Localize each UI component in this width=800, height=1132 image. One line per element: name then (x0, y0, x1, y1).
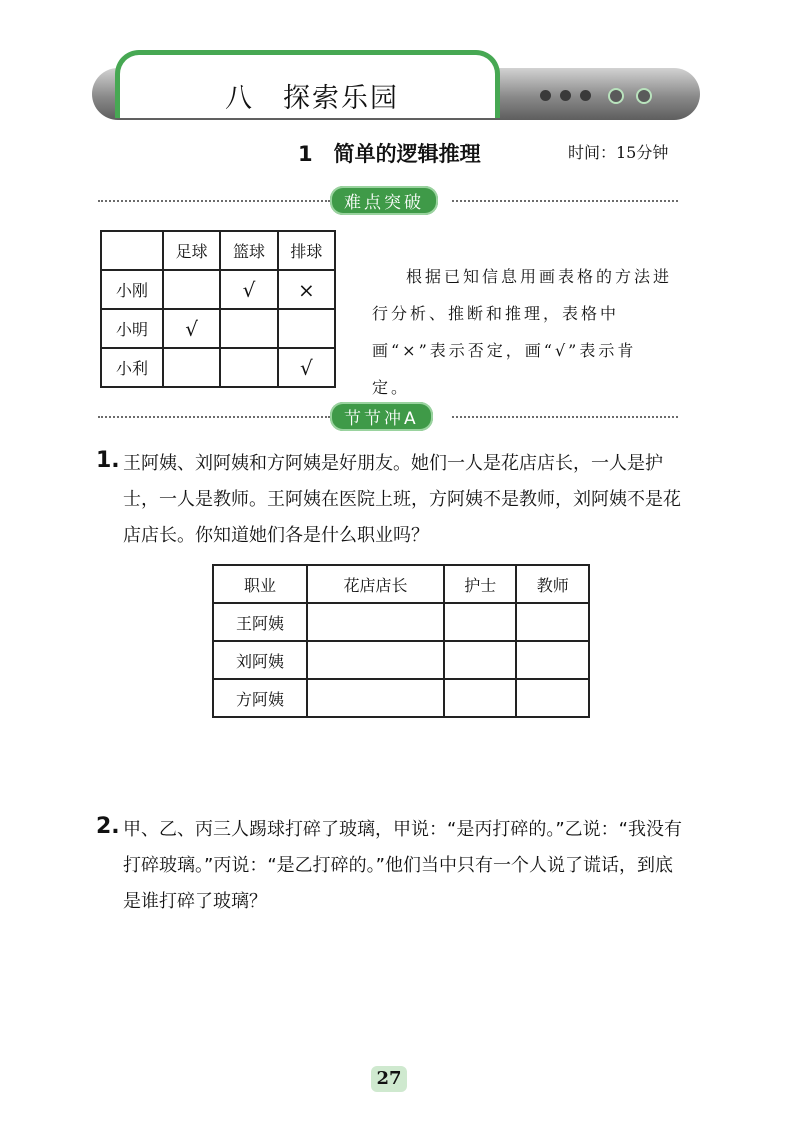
question-text: 王阿姨、刘阿姨和方阿姨是好朋友。她们一人是花店店长，一人是护士，一人是教师。王阿姨在医院上班，方阿姨不是教师，刘阿姨不是花店店长。你知道她们各是什么职业吗？ (123, 453, 681, 546)
table-header-cell: 护士 (444, 565, 517, 603)
banner-ring-icon (636, 88, 652, 104)
answer-cell[interactable] (444, 679, 517, 717)
banner-dot-icon (560, 90, 571, 101)
check-mark: √ (278, 348, 335, 387)
table-header-cell: 花店店长 (307, 565, 444, 603)
table-cell (220, 309, 277, 348)
table-row-label: 小利 (101, 348, 163, 387)
example-table (100, 230, 336, 388)
table-header-cell: 职业 (213, 565, 307, 603)
answer-table (212, 564, 590, 718)
table-header-cell: 教师 (516, 565, 589, 603)
section-badge-practice: 节节冲A (330, 402, 433, 431)
table-row-label: 小明 (101, 309, 163, 348)
table-row-label: 王阿姨 (213, 603, 307, 641)
page-number: 27 (371, 1066, 407, 1092)
answer-cell[interactable] (444, 641, 517, 679)
answer-cell[interactable] (516, 603, 589, 641)
table-header-row (101, 231, 335, 270)
table-row (213, 679, 589, 717)
table-row (101, 270, 335, 309)
table-cell (278, 309, 335, 348)
answer-cell[interactable] (307, 603, 444, 641)
answer-cell[interactable] (307, 641, 444, 679)
cross-mark: × (278, 270, 335, 309)
banner-ring-icon (608, 88, 624, 104)
section-divider (452, 200, 678, 202)
answer-cell[interactable] (307, 679, 444, 717)
check-mark: √ (220, 270, 277, 309)
question-number: 1. (96, 448, 120, 473)
table-header-cell: 篮球 (220, 231, 277, 270)
table-header-cell: 足球 (163, 231, 220, 270)
time-limit: 时间：15分钟 (568, 143, 669, 162)
table-row-label: 小刚 (101, 270, 163, 309)
table-cell (220, 348, 277, 387)
answer-cell[interactable] (444, 603, 517, 641)
check-mark: √ (163, 309, 220, 348)
method-description: 根据已知信息用画表格的方法进行分析、推断和推理，表格中画“×”表示否定，画“√”表示肯定。 (372, 267, 673, 397)
table-row (213, 641, 589, 679)
section-divider (98, 200, 330, 202)
table-cell (163, 348, 220, 387)
table-header-row (213, 565, 589, 603)
answer-cell[interactable] (516, 641, 589, 679)
table-row (101, 348, 335, 387)
table-header-cell (101, 231, 163, 270)
table-row-label: 方阿姨 (213, 679, 307, 717)
table-row-label: 刘阿姨 (213, 641, 307, 679)
banner-dot-icon (540, 90, 551, 101)
table-cell (163, 270, 220, 309)
answer-cell[interactable] (516, 679, 589, 717)
question-text: 甲、乙、丙三人踢球打碎了玻璃，甲说：“是丙打碎的。”乙说：“我没有打碎玻璃。”丙说：“是乙打碎的。”他们当中只有一个人说了谎话，到底是谁打碎了玻璃？ (123, 819, 682, 912)
section-badge-difficulty: 难点突破 (330, 186, 438, 215)
question-number: 2. (96, 814, 120, 839)
section-divider (452, 416, 678, 418)
table-row (213, 603, 589, 641)
lesson-title: 1 简单的逻辑推理 (298, 142, 481, 166)
banner-dot-icon (580, 90, 591, 101)
section-divider (98, 416, 330, 418)
table-header-cell: 排球 (278, 231, 335, 270)
table-row (101, 309, 335, 348)
chapter-title: 八 探索乐园 (225, 83, 399, 114)
